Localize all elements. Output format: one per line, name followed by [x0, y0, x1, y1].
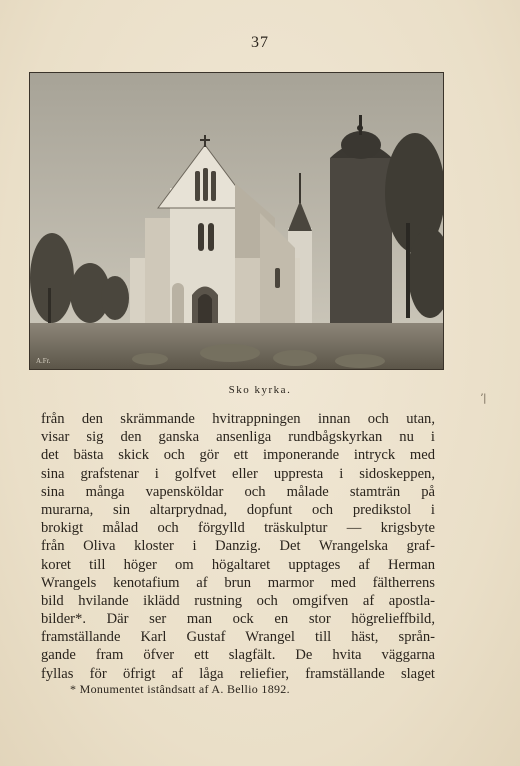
- text-line: framställande Karl Gustaf Wrangel till häst, språn-: [41, 629, 435, 646]
- text-line: från den skrämmande hvitrappningen innan och utan,: [41, 411, 435, 427]
- footnote: * Monumentet istândsatt af A. Bellio 1892.: [70, 682, 290, 696]
- engraver-signature: A.Fr.: [36, 357, 51, 365]
- body-text: [41, 410, 435, 683]
- text-line: sina många vapensköldar och målade stamträn på: [41, 483, 435, 500]
- illustration-caption: Sko kyrka.: [228, 384, 292, 396]
- margin-mark: ʼ|: [480, 393, 487, 404]
- text-line: sina grafstenar i golfvet eller uppresta i sidoskeppen,: [41, 465, 435, 482]
- text-line: bild hvilande iklädd rustning och omgifven af apostla-: [41, 592, 435, 609]
- text-line: Wrangels kenotafium af brun marmor med fältherrens: [41, 574, 435, 591]
- text-line: koret till höger om högaltaret upptages af Herman: [41, 556, 435, 573]
- text-line: brokigt målad och förgylld träskulptur — krigsbyte: [41, 520, 435, 537]
- text-line: det bästa skick och gör ett imponerande intryck med: [41, 447, 435, 464]
- text-line: gande fram öfver ett slagfält. De hvita väggarna: [41, 647, 435, 664]
- text-line: visar sig den ganska ansenliga rundbågskyrkan nu i: [41, 429, 435, 446]
- text-line: från Oliva kloster i Danzig. Det Wrangelska graf-: [41, 538, 435, 555]
- text-line: bilder*. Där ser man ock en stor högrelieffbild,: [41, 611, 435, 628]
- church-illustration: [29, 72, 444, 370]
- text-line: murarna, sin altarprydnad, dopfunt och predikstol i: [41, 501, 435, 518]
- text-line: fyllas för öfrigt af låga reliefier, framställande slaget: [41, 665, 435, 682]
- page-number: 37: [251, 34, 269, 51]
